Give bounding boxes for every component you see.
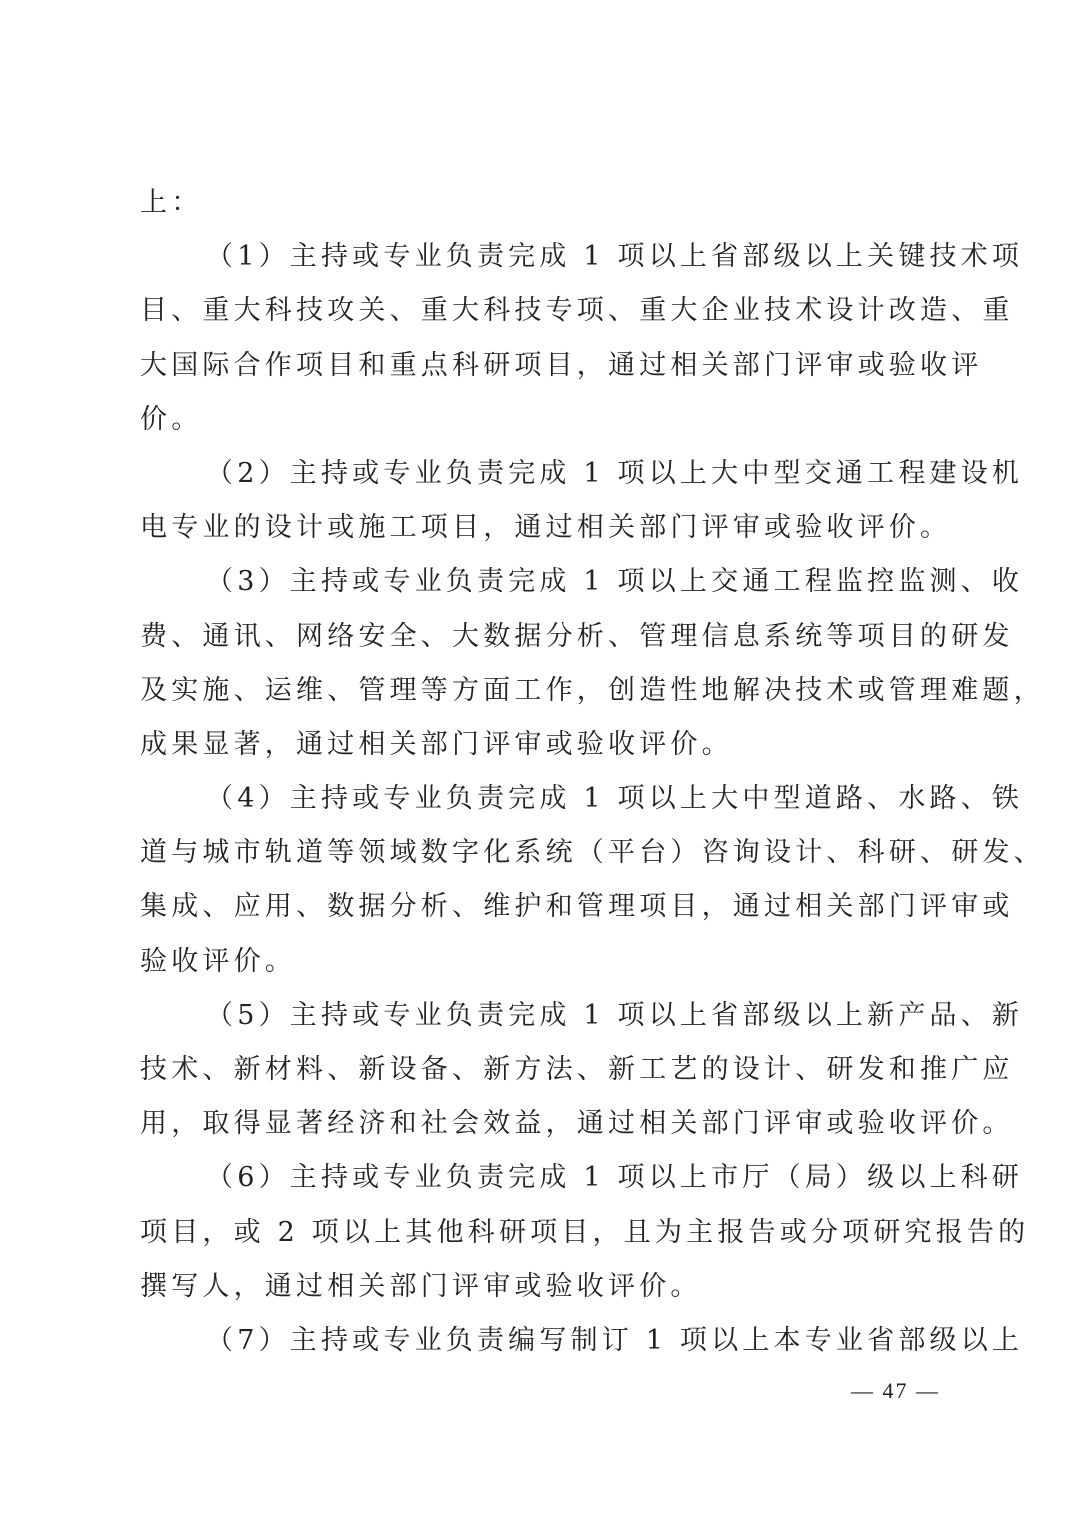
text-line: 大国际合作项目和重点科研项目，通过相关部门评审或验收评 <box>140 349 983 381</box>
text-line: 撰写人，通过相关部门评审或验收评价。 <box>140 1270 702 1302</box>
text-line: 电专业的设计或施工项目，通过相关部门评审或验收评价。 <box>140 512 952 544</box>
text-line: 价。 <box>140 403 203 435</box>
list-item-1-line: （1）主持或专业负责完成 1 项以上省部级以上关键技术项 <box>206 241 1024 273</box>
text-line: 目、重大科技攻关、重大科技专项、重大企业技术设计改造、重 <box>140 295 1014 327</box>
list-item-2-line: （2）主持或专业负责完成 1 项以上大中型交通工程建设机 <box>206 457 1024 489</box>
text-line: 道与城市轨道等领域数字化系统（平台）咨询设计、科研、研发、 <box>140 837 1045 869</box>
list-item-5-line: （5）主持或专业负责完成 1 项以上省部级以上新产品、新 <box>206 999 1024 1031</box>
document-body <box>140 176 1045 1368</box>
text-line: 上： <box>140 187 203 218</box>
text-line: 成果显著，通过相关部门评审或验收评价。 <box>140 728 733 760</box>
list-item-4-line: （4）主持或专业负责完成 1 项以上大中型道路、水路、铁 <box>206 783 1024 815</box>
text-line: 技术、新材料、新设备、新方法、新工艺的设计、研发和推广应 <box>140 1054 1014 1085</box>
list-item-3-line: （3）主持或专业负责完成 1 项以上交通工程监控监测、收 <box>206 566 1024 598</box>
text-line: 及实施、运维、管理等方面工作，创造性地解决技术或管理难题， <box>140 674 1045 706</box>
page-number: — 47 — <box>851 1378 940 1403</box>
text-line: 用，取得显著经济和社会效益，通过相关部门评审或验收评价。 <box>140 1108 1014 1140</box>
list-item-7-line: （7）主持或专业负责编写制订 1 项以上本专业省部级以上 <box>206 1324 1024 1356</box>
text-line: 验收评价。 <box>140 945 296 977</box>
text-line: 集成、应用、数据分析、维护和管理项目，通过相关部门评审或 <box>140 891 1014 923</box>
text-line: 费、通讯、网络安全、大数据分析、管理信息系统等项目的研发 <box>140 620 1014 652</box>
list-item-6-line: （6）主持或专业负责完成 1 项以上市厅（局）级以上科研 <box>206 1162 1024 1194</box>
text-line: 项目，或 2 项以上其他科研项目，且为主报告或分项研究报告的 <box>140 1216 1030 1248</box>
